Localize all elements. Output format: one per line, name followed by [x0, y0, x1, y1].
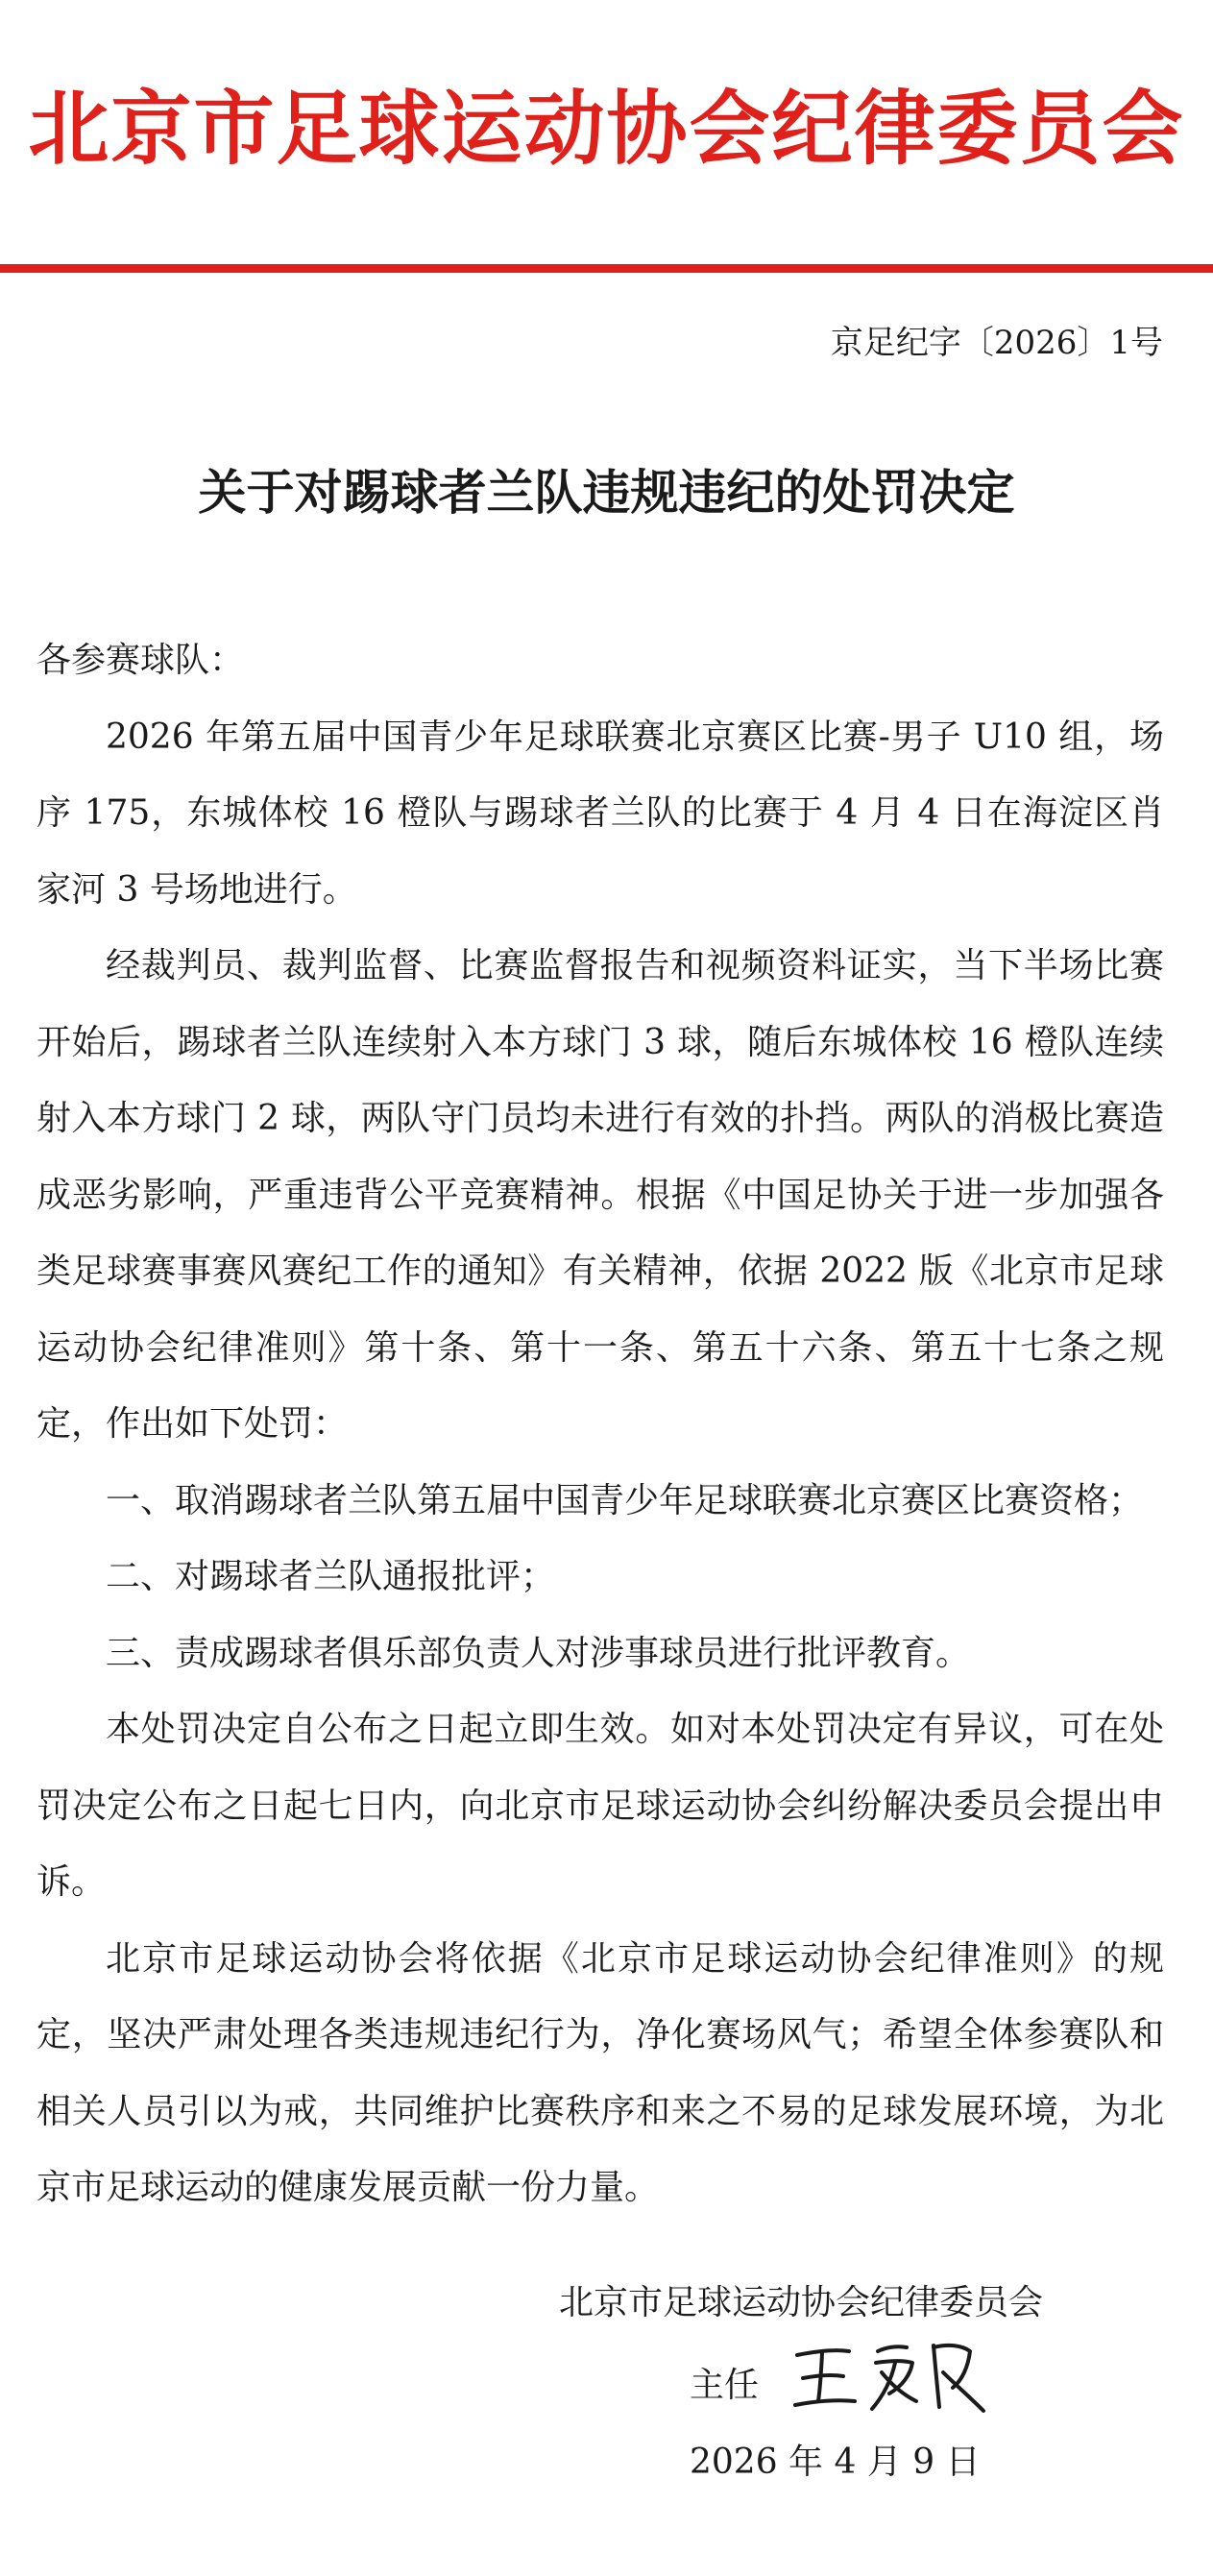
penalty-item-2: 二、对踢球者兰队通报批评； [106, 1557, 556, 1596]
document-number: 京足纪字〔2026〕1号 [830, 324, 1163, 362]
document-body [36, 622, 1164, 2226]
signoff-organization: 北京市足球运动协会纪律委员会 [559, 2283, 1044, 2322]
paragraph-match-info: 2026 年第五届中国青少年足球联赛北京赛区比赛-男子 U10 组，场序 175，东城体校 16 橙队与踢球者兰队的比赛于 4 月 4 日在海淀区肖家河 3 号场地进行。 [36, 717, 1164, 910]
header-red-rule [0, 264, 1213, 273]
signoff-date: 2026 年 4 月 9 日 [690, 2442, 981, 2482]
paragraph-closing: 北京市足球运动协会将依据《北京市足球运动协会纪律准则》的规定，坚决严肃处理各类违规违纪行为，净化赛场风气；希望全体参赛队和相关人员引以为戒，共同维护比赛秩序和来之不易的足球发展环境，为北京市足球运动的健康发展贡献一份力量。 [36, 1938, 1164, 2207]
penalty-item-1: 一、取消踢球者兰队第五届中国青少年足球联赛北京赛区比赛资格； [106, 1480, 1144, 1520]
chair-label: 主任 [690, 2366, 760, 2405]
penalty-item-3: 三、责成踢球者俱乐部负责人对涉事球员进行批评教育。 [106, 1633, 971, 1673]
document-header-title: 北京市足球运动协会纪律委员会 [28, 82, 1185, 176]
document-title: 关于对踢球者兰队违规违纪的处罚决定 [198, 464, 1015, 521]
salutation: 各参赛球队： [36, 641, 245, 680]
paragraph-appeal: 本处罚决定自公布之日起立即生效。如对本处罚决定有异议，可在处罚决定公布之日起七日内，向北京市足球运动协会纠纷解决委员会提出申诉。 [36, 1710, 1164, 1902]
paragraph-findings: 经裁判员、裁判监督、比赛监督报告和视频资料证实，当下半场比赛开始后，踢球者兰队连续射入本方球门 3 球，随后东城体校 16 橙队连续射入本方球门 2 球，两队守门员均未进行有效的扑挡。两队的消极比赛造成恶劣影响，严重违背公平竞赛精神。根据《中国足协关于进一步加强各类足球赛事赛风赛纪工作的通知》有关精神，依据 2022 版《北京市足球运动协会纪律准则》第十条、第十一条、第五十六条、第五十七条之规定，作出如下处罚： [36, 946, 1164, 1444]
handwritten-signature [789, 2334, 991, 2420]
